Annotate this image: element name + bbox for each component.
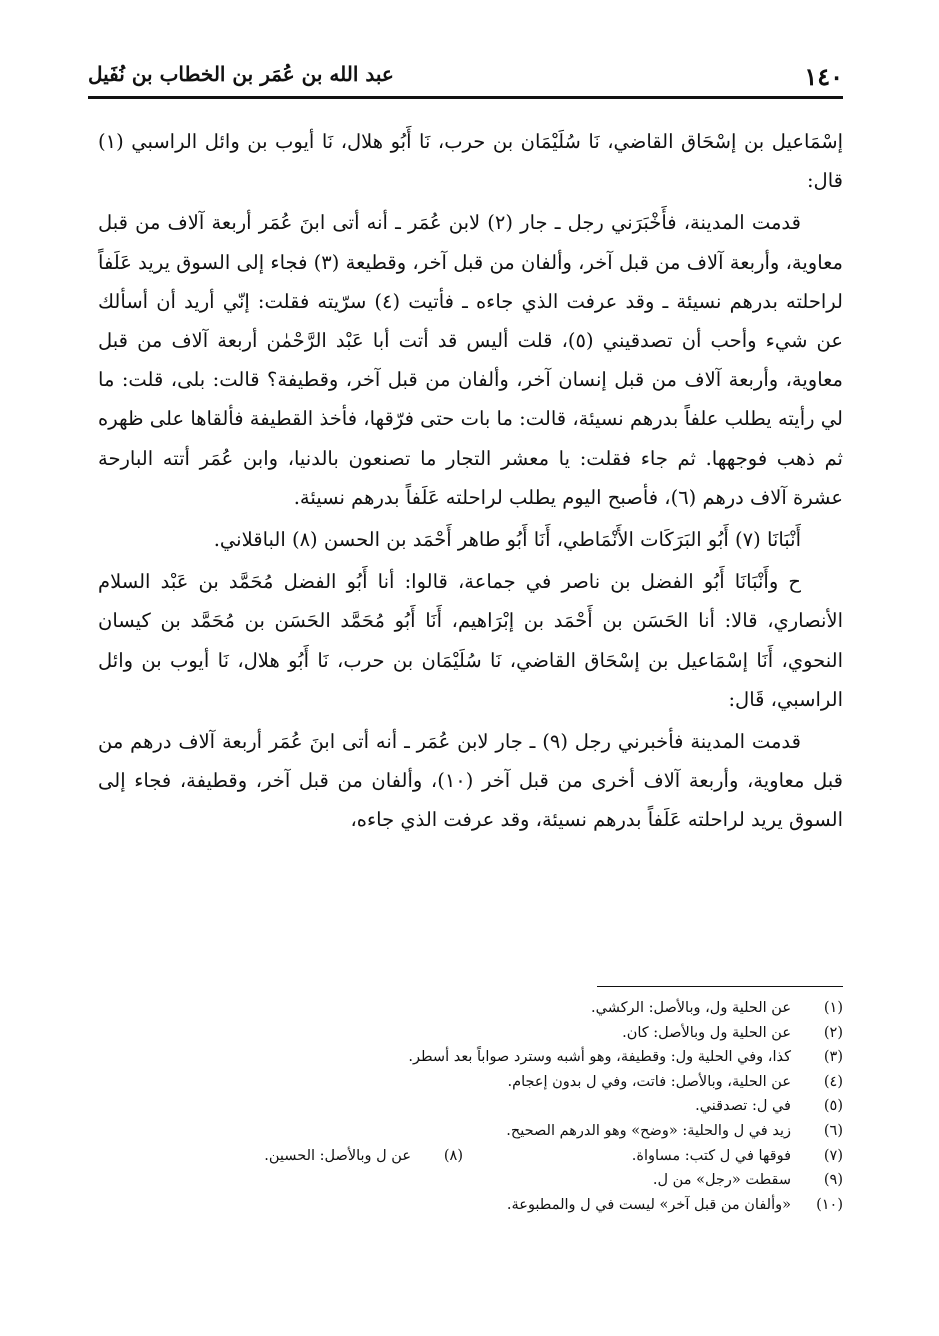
footnote-text: كذا، وفي الحلية ول: وقطيفة، وهو أشبه وسترد صواباً بعد أسطر. (408, 1049, 791, 1066)
page-header (88, 56, 843, 99)
footnote (98, 1193, 843, 1218)
footnote (98, 1168, 843, 1193)
footnote (98, 1045, 843, 1070)
footnote-number: (٦) (823, 1122, 843, 1139)
body-paragraph: أَنْبَانَا (٧) أَبُو البَرَكَات الأَنْمَاطي، أَنَا أَبُو طاهر أَحْمَد بن الحسن (٨) الباقلاني. (213, 528, 801, 552)
footnote-number: (٥) (823, 1098, 843, 1115)
footnote-text: زيد في ل والحلية: «وضح» وهو الدرهم الصحيح. (506, 1122, 791, 1139)
footnote-number: (٣) (823, 1049, 843, 1066)
footnote-number: (٩) (823, 1172, 843, 1189)
footnote-text: في ل: تصدقني. (695, 1098, 791, 1115)
page-number: ١٤٠ (804, 62, 843, 91)
running-title: عبد الله بن عُمَر بن الخطاب بن نُفَيل (88, 62, 394, 86)
footnote (98, 996, 843, 1021)
body-paragraph: قدمت المدينة فأخبرني رجل (٩) ـ جار لابن عُمَر ـ أنه أتى ابنَ عُمَر أربعة آلاف درهم من قبل معاوية، وأربعة آلاف أخرى من قبل آخر (١٠)، وألفان من قبل آخر، وقطيفة، فجاء إلى السوق يريد لراحلته عَلَفاً بدرهم نسيئة، وقد عرفت الذي جاءه، (98, 730, 843, 832)
footnote (98, 1021, 843, 1046)
body-paragraph: قدمت المدينة، فأَخْبَرَني رجل ـ جار (٢) لابن عُمَر ـ أنه أتى ابنَ عُمَر أربعة آلاف من قبل معاوية، وأربعة آلاف من قبل آخر، وألفان من قبل آخر، وقطيعة (٣) فجاء إلى السوق يريد عَلَفاً لراحلته بدرهم نسيئة ـ وقد عرفت الذي جاءه ـ فأتيت (٤) سرّيته فقلت: إنّي أريد أن أسألك عن شيء وأحب أن تصدقيني (٥)، قلت أليس قد أتت أبا عَبْد الرَّحْمٰن أربعة آلاف من قبل معاوية، وأربعة آلاف من قبل إنسان آخر، وألفان من قبل آخر، وقطيفة؟ قالت: بلى، قلت: ما لي رأيته يطلب علفاً بدرهم نسيئة، قالت: ما بات حتى فرّقها، فأخذ القطيفة فألقاها على ظهره ثم ذهب فوجهها. ثم جاء فقلت: يا معشر التجار ما تصنعون بالدنيا، وابن عُمَر أتته البارحة عشرة آلاف درهم (٦)، فأصبح اليوم يطلب لراحلته عَلَفاً بدرهم نسيئة. (98, 211, 844, 509)
footnote-text: سقطت «رجل» من ل. (652, 1172, 791, 1189)
footnote (98, 1144, 843, 1169)
footnote-text: عن الحلية ول، وبالأصل: الركشي. (591, 1000, 791, 1016)
footnotes (98, 996, 843, 1217)
footnote (98, 1070, 843, 1095)
footnote (98, 1119, 843, 1144)
footnote-number: (١٠) (816, 1196, 843, 1213)
footnote-number: (٧) (823, 1147, 843, 1164)
footnote-text: عن الحلية، وبالأصل: فاتت، وفي ل بدون إعجام. (507, 1073, 791, 1090)
footnote-number: (١) (823, 1000, 843, 1016)
footnote-number: (٨) (443, 1147, 463, 1164)
footnote-text: عن ل وبالأصل: الحسين. (264, 1147, 411, 1164)
footnote-text: «وألفان من قبل آخر» ليست في ل والمطبوعة. (506, 1196, 791, 1213)
footnote-divider (597, 986, 843, 987)
body-paragraph: إسْمَاعيل بن إسْحَاق القاضي، نَا سُلَيْمَان بن حرب، نَا أَبُو هلال، نَا أيوب بن وائل الراسبي (١) قال: (98, 130, 843, 193)
footnote-number: (٤) (823, 1073, 843, 1090)
body-paragraph: ح وأَنْبَانَا أَبُو الفضل بن ناصر في جماعة، قالوا: أنا أَبُو الفضل مُحَمَّد بن عَبْد السلام الأنصاري، قالا: أنا الحَسَن بن أَحْمَد بن إبْرَاهيم، أَنَا أَبُو مُحَمَّد الحَسَن بن مُحَمَّد بن كيسان النحوي، أَنَا إسْمَاعيل بن إسْحَاق القاضي، نَا سُلَيْمَان بن حرب، نَا أَبُو هلال، نَا أيوب بن وائل الراسبي، قَال: (98, 570, 843, 711)
footnote (98, 1094, 843, 1119)
footnote-text: عن الحلية ول وبالأصل: كان. (622, 1024, 791, 1041)
main-text (98, 122, 843, 840)
footnote-number: (٢) (823, 1024, 843, 1041)
footnote-text: فوقها في ل كتب: مساواة. (631, 1147, 791, 1164)
